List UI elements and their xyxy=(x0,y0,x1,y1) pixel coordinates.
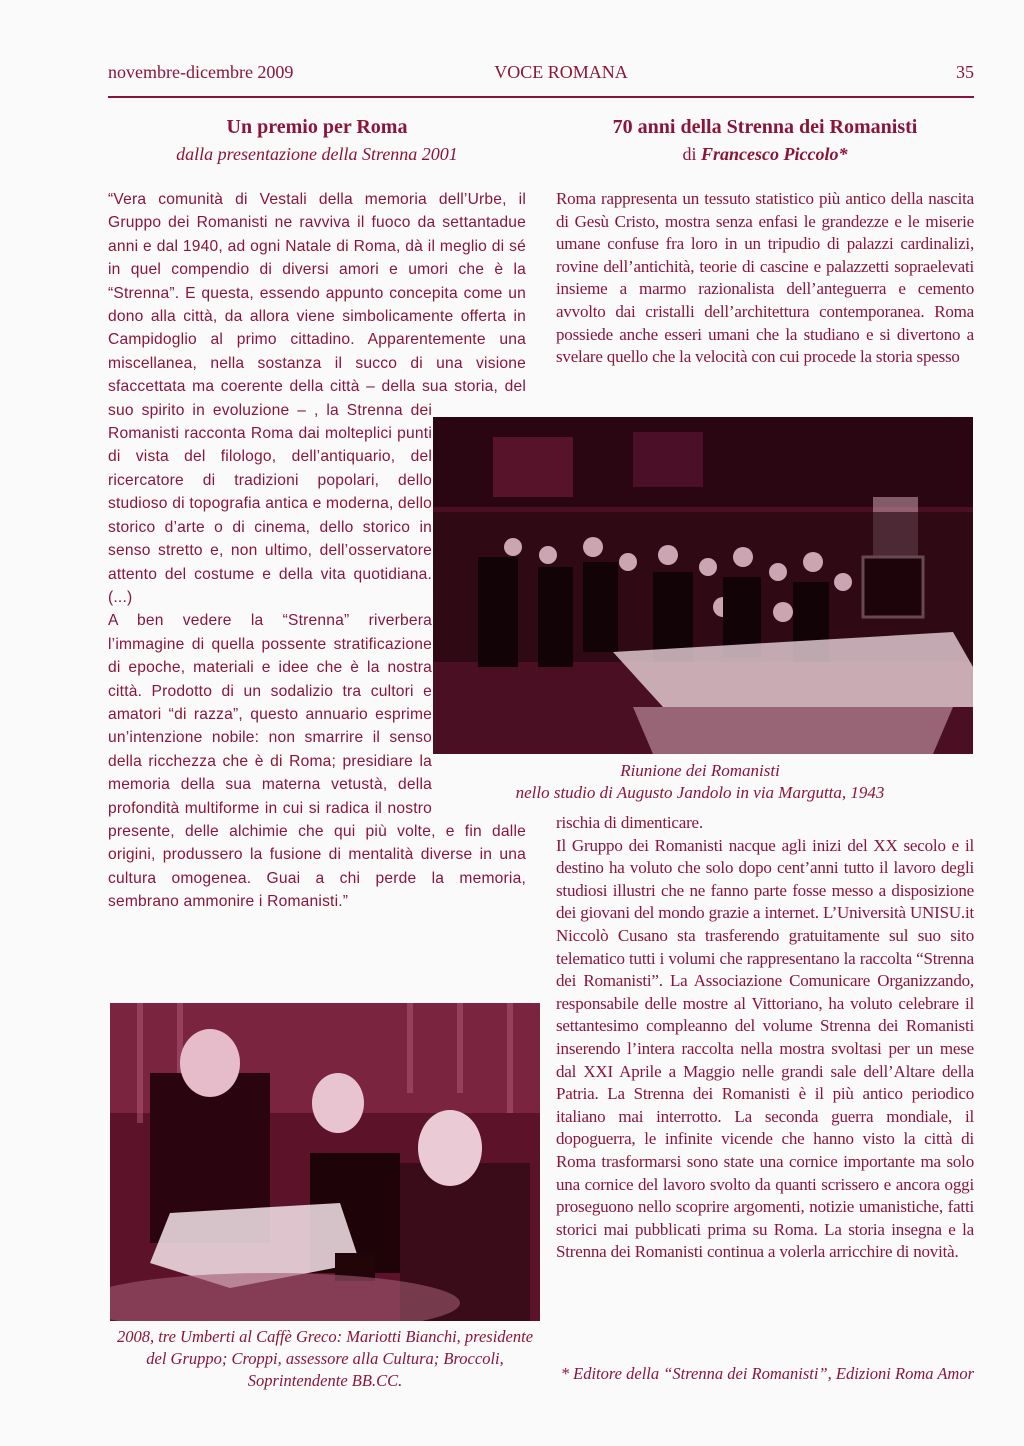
issue-date: novembre-dicembre 2009 xyxy=(108,62,294,82)
photo-caffe-greco xyxy=(110,1003,540,1321)
photo-meeting-caption-line-1: Riunione dei Romanisti xyxy=(620,761,780,780)
photo-meeting-romanisti xyxy=(433,417,973,754)
author-footnote: * Editore della “Strenna dei Romanisti”, Edizioni Roma Amor xyxy=(560,1364,974,1383)
right-article-paragraph-3: Il Gruppo dei Romanisti nacque agli inizi del XX secolo e il destino ha voluto che solo dopo cent’anni tutto il lavoro degli studiosi illustri che ne fanno parte fosse messo a disposizione dei giovani del mondo grazie a internet. L’Università UNISU.it Niccolò Cusano sta trasferendo gratuitamente sul suo sito telematico tutti i volumi che rappresentano la raccolta “Strenna dei Romanisti”. La Associazione Comunicare Organizzando, responsabile delle mostre al Vittoriano, ha voluto celebrare il settantesimo compleanno del volume Strenna dei Romanisti inserendo l’intera raccolta nella mostra svoltasi per un mese dal XXI Aprile a Maggio nelle grandi sale dell’Altare della Patria. La Strenna dei Romanisti è il più antico periodico italiano mai interrotto. La seconda guerra mondiale, il dopoguerra, le infinite vicende che hanno visto la città di Roma trasformarsi sono state una cornice importante ma solo una cornice del lavoro svolto da quanti scrissero e ancora oggi proseguono nello scoprire argomenti, notizie umanistiche, fatti storici mai pubblicati prima su Roma. La storia insegna e la Strenna dei Romanisti continua a volerla arricchire di novità. xyxy=(556,835,974,1262)
right-article-paragraph-1: Roma rappresenta un tessuto statistico più antico della nascita di Gesù Cristo, mostra senza enfasi le grandezze e le miserie umane confuse fra loro in un tripudio di palazzi cardinalizi, rovine dell’antichità, teorie di cascine e palazzetti sopraelevati insieme a marmo razionalista dell’anteguerra e cemento avvolto dai cristalli dell’architettura contemporanea. Roma possiede anche esseri umani che la studiano e si divertono a svelare quello che la velocità con cui procede la storia spesso xyxy=(556,189,974,367)
header-rule xyxy=(108,96,974,98)
magazine-name: VOCE ROMANA xyxy=(494,62,628,82)
left-article-title: Un premio per Roma xyxy=(226,116,408,138)
photo-caffe-greco-image xyxy=(110,1003,540,1321)
page-header xyxy=(108,62,974,90)
left-article-paragraph-1: “Vera comunità di Vestali della memoria dell’Urbe, il Gruppo dei Romanisti ne ravviva il fuoco da settantadue anni e dal 1940, ad ogni Natale di Roma, dà il meglio di sé in quel compendio di diversi amori e umori che è la “Strenna”. E questa, essendo appunto concepita come un dono alla città, da allora viene simbolicamente offerta in Campidoglio al primo cittadino. Apparentemente una miscellanea, nella sostanza il succo di una visione sfaccettata ma coerente della città – della sua storia, del suo spirito in evoluzione – , la Strenna dei Romanisti racconta Roma dai molteplici punti di vista del filologo, dell’antiquario, del ricercatore di tradizioni popolari, dello studioso di topografia antica e moderna, dello storico d’arte o di cinema, dello storico in senso stretto e, non ultimo, dell’osservatore attento del costume e della vita quotidiana. (...) xyxy=(108,191,526,606)
right-article-intro xyxy=(556,188,974,400)
photo-caffe-greco-caption: 2008, tre Umberti al Caffè Greco: Mariotti Bianchi, presidente del Gruppo; Croppi, assessore alla Cultura; Broccoli, Soprintendente BB.CC. xyxy=(116,1327,534,1390)
page-number: 35 xyxy=(956,62,974,82)
right-article-title: 70 anni della Strenna dei Romanisti xyxy=(612,116,918,138)
left-article-paragraph-2: A ben vedere la “Strenna” riverbera l’immagine di quella possente stratificazione di epoche, materiali e idee che è la nostra città. Prodotto di un sodalizio tra cultori e amatori “di razza”, questo annuario esprime un’intenzione nobile: non smarrire il senso della ricchezza che è di Roma; presidiare la memoria della sua materna vetustà, della profondità multiforme in cui si radica il nostro presente, delle alchimie che qui più volte, e fin dalle origini, produssero la fusione di mentalità diverse in una cultura omogenea. Guai a chi perde la memoria, sembrano ammonire i Romanisti.” xyxy=(108,612,526,911)
right-article-body xyxy=(556,812,974,1352)
right-article-paragraph-2: rischia di dimenticare. xyxy=(556,813,703,832)
byline-prefix: di xyxy=(682,144,697,164)
photo-meeting-caption-line-2: nello studio di Augusto Jandolo in via Margutta, 1943 xyxy=(515,783,885,802)
right-article-byline xyxy=(556,144,974,165)
author-name: Francesco Piccolo* xyxy=(701,144,848,164)
left-article-subtitle: dalla presentazione della Strenna 2001 xyxy=(176,144,458,164)
photo-meeting-image xyxy=(433,417,973,754)
